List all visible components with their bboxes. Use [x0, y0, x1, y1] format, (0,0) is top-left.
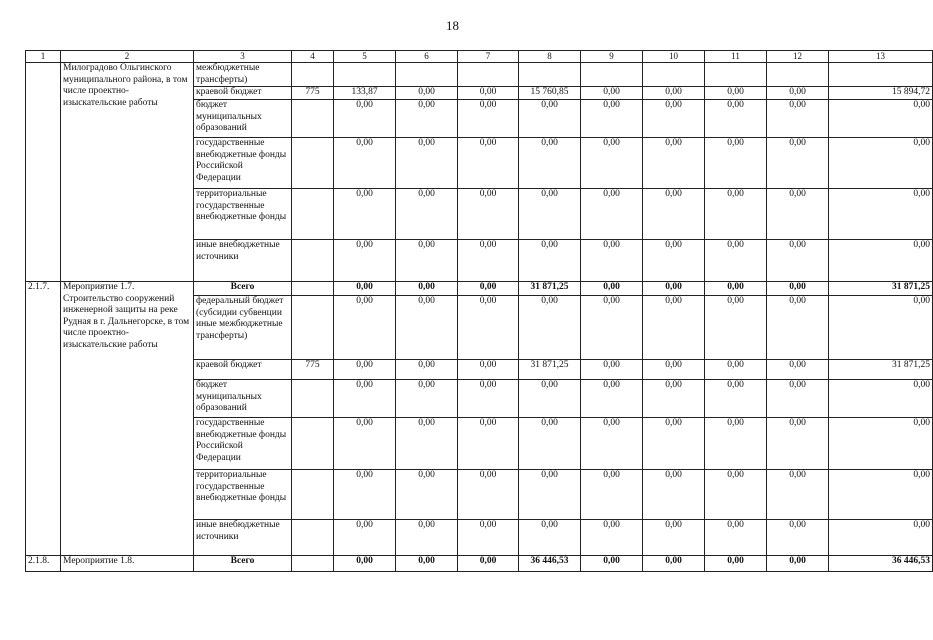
amount-cell: 0,00	[643, 138, 705, 189]
item-name: Милоградово Ольгинского муниципального района, в том числе проектно-изыскательские работы	[61, 63, 194, 282]
amount-cell: 0,00	[458, 100, 519, 138]
funding-source: государственные внебюджетные фонды Российской Федерации	[194, 418, 292, 470]
amount-cell: 0,00	[396, 296, 458, 360]
total-row	[26, 282, 933, 296]
amount-cell: 0,00	[396, 87, 458, 100]
amount-cell: 0,00	[396, 418, 458, 470]
item-name: Мероприятие 1.7. Строительство сооружений инженерной защиты на реке Рудная в г. Дальнегорске, в том числе проектно-изыскательские работы	[61, 282, 194, 556]
item-index: 2.1.8.	[26, 556, 61, 572]
amount-cell: 0,00	[458, 360, 519, 380]
budget-code	[292, 189, 334, 240]
amount-cell: 0,00	[581, 100, 643, 138]
column-number: 8	[519, 51, 581, 63]
amount-cell: 0,00	[334, 418, 396, 470]
amount-cell	[396, 63, 458, 87]
amount-cell: 0,00	[767, 240, 829, 282]
amount-cell: 0,00	[705, 138, 767, 189]
amount-cell: 0,00	[767, 138, 829, 189]
column-number: 2	[61, 51, 194, 63]
amount-cell: 0,00	[581, 240, 643, 282]
amount-cell: 0,00	[581, 189, 643, 240]
funding-source: территориальные государственные внебюджетные фонды	[194, 470, 292, 520]
amount-cell: 31 871,25	[519, 282, 581, 296]
amount-cell: 0,00	[519, 100, 581, 138]
column-number: 5	[334, 51, 396, 63]
amount-cell: 0,00	[519, 470, 581, 520]
amount-cell: 0,00	[829, 296, 933, 360]
item-name: Мероприятие 1.8.	[61, 556, 194, 572]
funding-source: государственные внебюджетные фонды Российской Федерации	[194, 138, 292, 189]
amount-cell: 15 760,85	[519, 87, 581, 100]
amount-cell: 0,00	[705, 240, 767, 282]
amount-cell: 0,00	[767, 282, 829, 296]
budget-code	[292, 63, 334, 87]
amount-cell: 0,00	[829, 240, 933, 282]
amount-cell: 0,00	[396, 520, 458, 556]
budget-code	[292, 100, 334, 138]
column-number: 3	[194, 51, 292, 63]
amount-cell: 0,00	[581, 520, 643, 556]
amount-cell: 0,00	[705, 418, 767, 470]
amount-cell: 0,00	[396, 380, 458, 418]
amount-cell: 0,00	[581, 470, 643, 520]
amount-cell: 0,00	[643, 87, 705, 100]
funding-source: территориальные государственные внебюджетные фонды	[194, 189, 292, 240]
page-number: 18	[446, 18, 459, 33]
amount-cell: 0,00	[829, 380, 933, 418]
budget-code	[292, 138, 334, 189]
column-number: 9	[581, 51, 643, 63]
amount-cell	[705, 63, 767, 87]
column-number: 7	[458, 51, 519, 63]
amount-cell: 0,00	[643, 520, 705, 556]
amount-cell: 0,00	[396, 189, 458, 240]
amount-cell	[519, 63, 581, 87]
amount-cell: 0,00	[458, 296, 519, 360]
funding-source: иные внебюджетные источники	[194, 240, 292, 282]
budget-code	[292, 282, 334, 296]
amount-cell: 0,00	[705, 360, 767, 380]
amount-cell: 0,00	[829, 138, 933, 189]
budget-code: 775	[292, 360, 334, 380]
amount-cell: 0,00	[705, 296, 767, 360]
amount-cell: 0,00	[334, 282, 396, 296]
amount-cell: 0,00	[643, 100, 705, 138]
amount-cell: 0,00	[581, 296, 643, 360]
amount-cell: 0,00	[705, 189, 767, 240]
amount-cell: 133,87	[334, 87, 396, 100]
amount-cell: 0,00	[581, 380, 643, 418]
amount-cell	[581, 63, 643, 87]
amount-cell: 0,00	[767, 87, 829, 100]
amount-cell: 0,00	[705, 470, 767, 520]
amount-cell: 0,00	[519, 520, 581, 556]
amount-cell: 0,00	[334, 470, 396, 520]
amount-cell: 0,00	[829, 100, 933, 138]
amount-cell: 0,00	[396, 282, 458, 296]
amount-cell: 0,00	[334, 100, 396, 138]
amount-cell: 0,00	[519, 380, 581, 418]
funding-source: иные внебюджетные источники	[194, 520, 292, 556]
column-number: 13	[829, 51, 933, 63]
amount-cell: 0,00	[643, 418, 705, 470]
amount-cell: 0,00	[519, 138, 581, 189]
funding-source: Всего	[194, 556, 292, 572]
budget-code	[292, 520, 334, 556]
amount-cell: 0,00	[767, 380, 829, 418]
amount-cell: 0,00	[705, 282, 767, 296]
amount-cell: 0,00	[767, 296, 829, 360]
budget-table	[25, 50, 933, 572]
amount-cell: 0,00	[829, 418, 933, 470]
amount-cell: 0,00	[767, 360, 829, 380]
amount-cell: 0,00	[581, 138, 643, 189]
amount-cell	[829, 63, 933, 87]
amount-cell: 0,00	[581, 418, 643, 470]
funding-source: краевой бюджет	[194, 87, 292, 100]
amount-cell: 0,00	[458, 470, 519, 520]
amount-cell: 0,00	[643, 189, 705, 240]
amount-cell: 0,00	[396, 100, 458, 138]
budget-code: 775	[292, 87, 334, 100]
amount-cell: 0,00	[458, 87, 519, 100]
amount-cell: 0,00	[334, 240, 396, 282]
amount-cell: 15 894,72	[829, 87, 933, 100]
amount-cell: 0,00	[581, 87, 643, 100]
amount-cell: 0,00	[458, 189, 519, 240]
amount-cell: 0,00	[519, 189, 581, 240]
funding-source: межбюджетные трансферты)	[194, 63, 292, 87]
amount-cell: 0,00	[705, 100, 767, 138]
column-number: 10	[643, 51, 705, 63]
amount-cell: 0,00	[396, 240, 458, 282]
amount-cell: 0,00	[334, 360, 396, 380]
amount-cell: 0,00	[581, 556, 643, 572]
amount-cell: 0,00	[458, 240, 519, 282]
column-number: 12	[767, 51, 829, 63]
column-number: 1	[26, 51, 61, 63]
budget-code	[292, 418, 334, 470]
amount-cell: 0,00	[643, 380, 705, 418]
amount-cell: 0,00	[519, 418, 581, 470]
amount-cell: 0,00	[334, 556, 396, 572]
amount-cell	[458, 63, 519, 87]
column-numbers-row	[26, 51, 933, 63]
table-row	[26, 63, 933, 87]
amount-cell: 0,00	[829, 470, 933, 520]
funding-source: бюджет муниципальных образований	[194, 380, 292, 418]
amount-cell	[767, 63, 829, 87]
amount-cell: 0,00	[334, 520, 396, 556]
column-number: 11	[705, 51, 767, 63]
funding-source: федеральный бюджет (субсидии субвенции иные межбюджетные трансферты)	[194, 296, 292, 360]
amount-cell: 0,00	[705, 520, 767, 556]
amount-cell: 0,00	[767, 418, 829, 470]
funding-source: бюджет муниципальных образований	[194, 100, 292, 138]
budget-code	[292, 470, 334, 520]
amount-cell: 0,00	[829, 520, 933, 556]
amount-cell: 0,00	[643, 282, 705, 296]
column-number: 6	[396, 51, 458, 63]
amount-cell	[643, 63, 705, 87]
amount-cell: 0,00	[767, 470, 829, 520]
amount-cell: 0,00	[767, 520, 829, 556]
budget-code	[292, 240, 334, 282]
amount-cell: 36 446,53	[829, 556, 933, 572]
amount-cell: 0,00	[767, 100, 829, 138]
amount-cell: 0,00	[458, 520, 519, 556]
amount-cell: 0,00	[458, 418, 519, 470]
funding-source: Всего	[194, 282, 292, 296]
amount-cell: 0,00	[458, 380, 519, 418]
funding-source: краевой бюджет	[194, 360, 292, 380]
budget-code	[292, 556, 334, 572]
amount-cell: 0,00	[829, 189, 933, 240]
amount-cell: 0,00	[643, 360, 705, 380]
amount-cell: 0,00	[705, 380, 767, 418]
amount-cell: 0,00	[334, 138, 396, 189]
amount-cell: 31 871,25	[519, 360, 581, 380]
amount-cell: 31 871,25	[829, 360, 933, 380]
amount-cell: 0,00	[334, 380, 396, 418]
amount-cell: 0,00	[458, 556, 519, 572]
amount-cell: 0,00	[767, 556, 829, 572]
total-row	[26, 556, 933, 572]
amount-cell: 0,00	[396, 360, 458, 380]
item-index	[26, 63, 61, 282]
amount-cell: 0,00	[334, 296, 396, 360]
amount-cell: 36 446,53	[519, 556, 581, 572]
column-number: 4	[292, 51, 334, 63]
amount-cell: 0,00	[643, 240, 705, 282]
budget-code	[292, 380, 334, 418]
amount-cell: 0,00	[643, 296, 705, 360]
amount-cell: 0,00	[705, 556, 767, 572]
amount-cell: 0,00	[458, 282, 519, 296]
amount-cell: 0,00	[581, 282, 643, 296]
amount-cell	[334, 63, 396, 87]
amount-cell: 0,00	[458, 138, 519, 189]
amount-cell: 0,00	[705, 87, 767, 100]
amount-cell: 0,00	[396, 470, 458, 520]
item-index: 2.1.7.	[26, 282, 61, 556]
amount-cell: 31 871,25	[829, 282, 933, 296]
amount-cell: 0,00	[334, 189, 396, 240]
amount-cell: 0,00	[396, 138, 458, 189]
amount-cell: 0,00	[767, 189, 829, 240]
amount-cell: 0,00	[396, 556, 458, 572]
amount-cell: 0,00	[643, 556, 705, 572]
budget-code	[292, 296, 334, 360]
amount-cell: 0,00	[581, 360, 643, 380]
amount-cell: 0,00	[643, 470, 705, 520]
amount-cell: 0,00	[519, 240, 581, 282]
amount-cell: 0,00	[519, 296, 581, 360]
